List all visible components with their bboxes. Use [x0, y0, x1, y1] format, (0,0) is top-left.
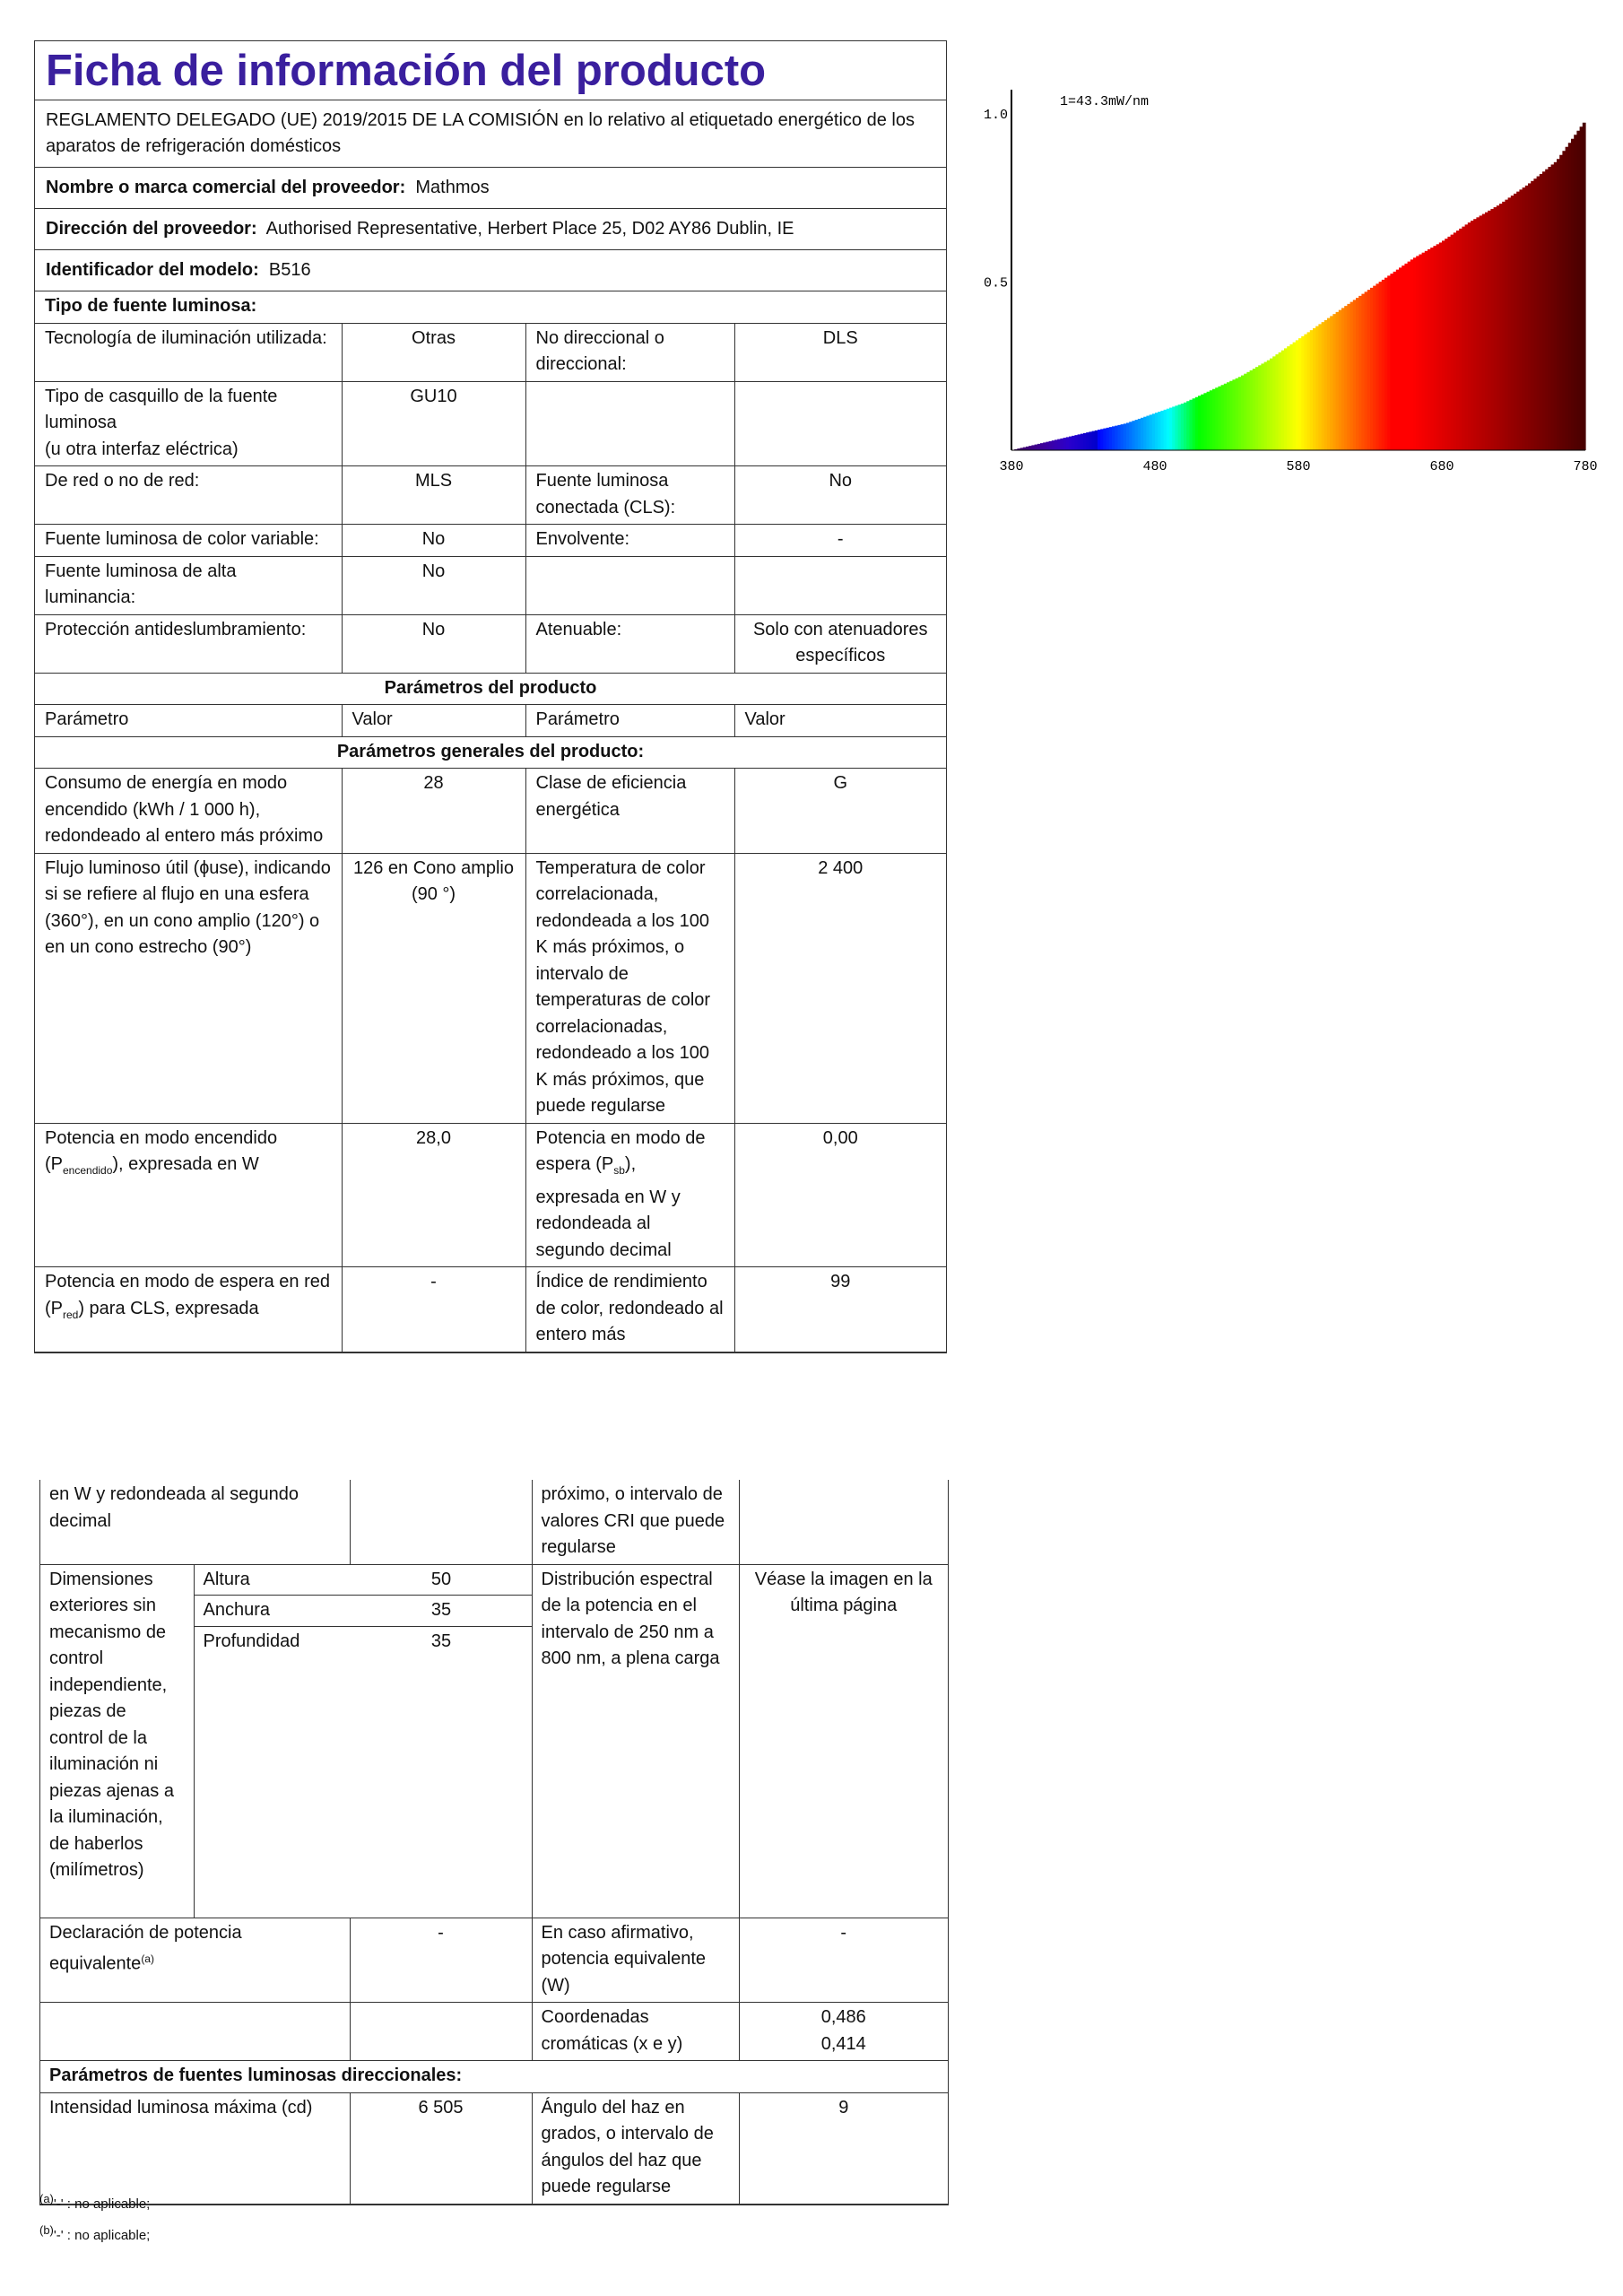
- param-cell: No direccional o direccional:: [525, 323, 734, 381]
- value-cell: [734, 381, 946, 466]
- directional-heading: Parámetros de fuentes luminosas direccionales:: [40, 2061, 948, 2093]
- param-cell: Envolvente:: [525, 525, 734, 557]
- value-cell: -: [739, 1918, 948, 2003]
- supplier-value: Mathmos: [415, 178, 490, 197]
- footnote-mark: (a): [39, 2192, 54, 2205]
- light-source-table: [35, 291, 946, 1352]
- param-cell: Fuente luminosa de color variable:: [35, 525, 342, 557]
- param-text: Potencia en modo de espera en red (P: [45, 1272, 330, 1318]
- value-cell: -: [734, 525, 946, 557]
- column-header: Valor: [342, 705, 525, 737]
- param-cell: Fuente luminosa conectada (CLS):: [525, 466, 734, 525]
- dimension-name: Altura: [195, 1565, 351, 1596]
- table-row: [35, 466, 946, 525]
- dimensions-table: [195, 1565, 533, 1657]
- dimension-value: 50: [430, 1569, 452, 1589]
- param-cell: [40, 2003, 350, 2061]
- light-source-heading: Tipo de fuente luminosa:: [35, 291, 946, 324]
- param-cell: Clase de eficiencia energética: [525, 769, 734, 854]
- table-row: [35, 769, 946, 854]
- table-row: [35, 1123, 946, 1267]
- value-cell: 28,0: [342, 1123, 525, 1267]
- chromaticity-values: [739, 2003, 948, 2061]
- table-row: [40, 2092, 948, 2204]
- param-cell: [525, 1123, 734, 1267]
- value-cell: [350, 2003, 532, 2061]
- param-cell: En caso afirmativo, potencia equivalente (W): [532, 1918, 739, 2003]
- x-tick-label: 680: [1429, 459, 1454, 474]
- model-label: Identificador del modelo:: [46, 260, 259, 280]
- address-value: Authorised Representative, Herbert Place 25, D02 AY86 Dublin, IE: [265, 219, 794, 239]
- x-tick-label: 380: [999, 459, 1024, 474]
- address-label: Dirección del proveedor:: [46, 219, 257, 239]
- param-cell: [35, 381, 342, 466]
- table-row: [35, 1267, 946, 1352]
- table-row: [35, 525, 946, 557]
- param-cell: Flujo luminoso útil (ɸuse), indicando si se refiere al flujo en una esfera (360°), en un cono amplio (120°) o en un cono estrecho (90°): [35, 853, 342, 1123]
- footnote-b: [39, 2222, 150, 2244]
- value-cell: 99: [734, 1267, 946, 1352]
- page-break: [27, 1424, 988, 1480]
- value-cell: [734, 556, 946, 614]
- product-sheet-continued: [39, 1480, 949, 2205]
- param-cell: Fuente luminosa de alta luminancia:: [35, 556, 342, 614]
- chromaticity-x: 0,486: [820, 2007, 866, 2027]
- table-row: [35, 381, 946, 466]
- x-tick-label: 780: [1573, 459, 1598, 474]
- value-cell: G: [734, 769, 946, 854]
- value-cell: MLS: [342, 466, 525, 525]
- param-text: Tipo de casquillo de la fuente luminosa: [45, 386, 278, 432]
- table-row: [35, 323, 946, 381]
- param-cell: [525, 381, 734, 466]
- regulation-text: REGLAMENTO DELEGADO (UE) 2019/2015 DE LA COMISIÓN en lo relativo al etiquetado energético de los aparatos de refrigeración domésticos: [35, 100, 946, 167]
- param-cell: [525, 556, 734, 614]
- x-tick-label: 580: [1286, 459, 1311, 474]
- subscript: red: [63, 1308, 79, 1321]
- value-cell: [739, 1480, 948, 1564]
- general-params-heading: Parámetros generales del producto:: [35, 736, 946, 769]
- product-sheet: [34, 40, 947, 1353]
- param-cell: próximo, o intervalo de valores CRI que puede regularse: [532, 1480, 739, 1564]
- value-cell: 6 505: [350, 2092, 532, 2204]
- footnote-mark: (a): [141, 1952, 154, 1965]
- table-row: [40, 2003, 948, 2061]
- value-cell: DLS: [734, 323, 946, 381]
- param-cell: en W y redondeada al segundo decimal: [40, 1480, 350, 1564]
- param-cell: Intensidad luminosa máxima (cd): [40, 2092, 350, 2204]
- value-cell: 2 400: [734, 853, 946, 1123]
- table-row: [40, 1480, 948, 1564]
- table-row: [40, 1918, 948, 2003]
- chromaticity-y: 0,414: [820, 2033, 866, 2054]
- value-cell: [350, 1480, 532, 1564]
- param-cell: Ángulo del haz en grados, o intervalo de ángulos del haz que puede regularse: [532, 2092, 739, 2204]
- param-text: Potencia en modo de espera (P: [535, 1127, 706, 1174]
- value-cell: Otras: [342, 323, 525, 381]
- param-text: ) para CLS, expresada: [78, 1298, 259, 1318]
- value-cell: No: [342, 614, 525, 673]
- value-cell: GU10: [342, 381, 525, 466]
- product-params-heading: Parámetros del producto: [35, 673, 946, 705]
- param-cell: [40, 1918, 350, 2003]
- dimensions-row: [40, 1564, 948, 1918]
- dimension-name: Anchura: [195, 1596, 351, 1627]
- column-header-row: [35, 705, 946, 737]
- value-cell: 0,00: [734, 1123, 946, 1267]
- table-row: [35, 853, 946, 1123]
- value-cell: 126 en Cono amplio (90 °): [342, 853, 525, 1123]
- model-line: [35, 249, 946, 291]
- value-cell: 28: [342, 769, 525, 854]
- address-line: [35, 208, 946, 249]
- dimension-value: 35: [430, 1631, 452, 1651]
- param-subtext: (u otra interfaz eléctrica): [45, 439, 239, 459]
- x-tick-label: 480: [1142, 459, 1167, 474]
- table-row: [35, 556, 946, 614]
- spectrum-bar: [1583, 123, 1586, 450]
- param-cell: De red o no de red:: [35, 466, 342, 525]
- value-cell: Véase la imagen en la última página: [739, 1564, 948, 1918]
- subscript: encendido: [63, 1164, 113, 1177]
- value-cell: No: [342, 556, 525, 614]
- footnote-a: [39, 2191, 150, 2213]
- value-cell: -: [350, 1918, 532, 2003]
- value-cell: 9: [739, 2092, 948, 2204]
- page-title: Ficha de información del producto: [46, 47, 767, 95]
- spectral-chart-svg: [970, 81, 1598, 475]
- dimension-item: [195, 1626, 533, 1657]
- y-tick-label: 0.5: [983, 275, 1008, 291]
- param-cell: Temperatura de color correlacionada, redondeada a los 100 K más próximos, o intervalo de temperaturas de color correlacionadas, redondeado a los 100 K más próximos, que puede regularse: [525, 853, 734, 1123]
- param-cell: Índice de rendimiento de color, redondeado al entero más: [525, 1267, 734, 1352]
- value-cell: No: [734, 466, 946, 525]
- value-cell: Solo con atenuadores específicos: [734, 614, 946, 673]
- dimensions-cell: [194, 1564, 532, 1918]
- param-cell: [35, 1267, 342, 1352]
- dimensions-label: Dimensiones exteriores sin mecanismo de control independiente, piezas de control de la iluminación ni piezas ajenas a la iluminación, de haberlos (milímetros): [40, 1564, 194, 1918]
- param-cell: Protección antideslumbramiento:: [35, 614, 342, 673]
- value-cell: No: [342, 525, 525, 557]
- value-cell: -: [342, 1267, 525, 1352]
- param-cell: Atenuable:: [525, 614, 734, 673]
- param-cell: Tecnología de iluminación utilizada:: [35, 323, 342, 381]
- supplier-label: Nombre o marca comercial del proveedor:: [46, 178, 406, 197]
- param-cell: Distribución espectral de la potencia en el intervalo de 250 nm a 800 nm, a plena carga: [532, 1564, 739, 1918]
- param-cell: [35, 1123, 342, 1267]
- param-cell: Coordenadas cromáticas (x e y): [532, 2003, 739, 2061]
- model-value: B516: [268, 260, 311, 280]
- dimension-item: [195, 1596, 533, 1627]
- param-text: ), expresada en W y redondeada al segundo decimal: [535, 1154, 681, 1260]
- footnote-text: '-' : no aplicable;: [53, 2228, 151, 2243]
- spectral-chart: [970, 81, 1598, 475]
- column-header: Valor: [734, 705, 946, 737]
- table-row: [35, 614, 946, 673]
- chart-annotation: 1=43.3mW/nm: [1060, 94, 1150, 109]
- dimension-value: 35: [351, 1596, 533, 1627]
- y-tick-label: 1.0: [983, 108, 1008, 123]
- param-text: Potencia en modo encendido (P: [45, 1127, 278, 1174]
- column-header: Parámetro: [525, 705, 734, 737]
- subscript: sb: [613, 1164, 625, 1177]
- footnote-text: '-' : no aplicable;: [53, 2196, 151, 2212]
- column-header: Parámetro: [35, 705, 342, 737]
- param-text: Declaración de potencia equivalente: [49, 1922, 242, 1974]
- supplier-line: [35, 167, 946, 208]
- params-table-continued: [40, 1480, 948, 2205]
- dimension-item: [195, 1565, 533, 1596]
- param-cell: Consumo de energía en modo encendido (kWh / 1 000 h), redondeado al entero más próximo: [35, 769, 342, 854]
- param-text: ), expresada en W: [112, 1154, 259, 1174]
- footnote-mark: (b): [39, 2223, 54, 2237]
- dimension-name: Profundidad: [203, 1631, 300, 1651]
